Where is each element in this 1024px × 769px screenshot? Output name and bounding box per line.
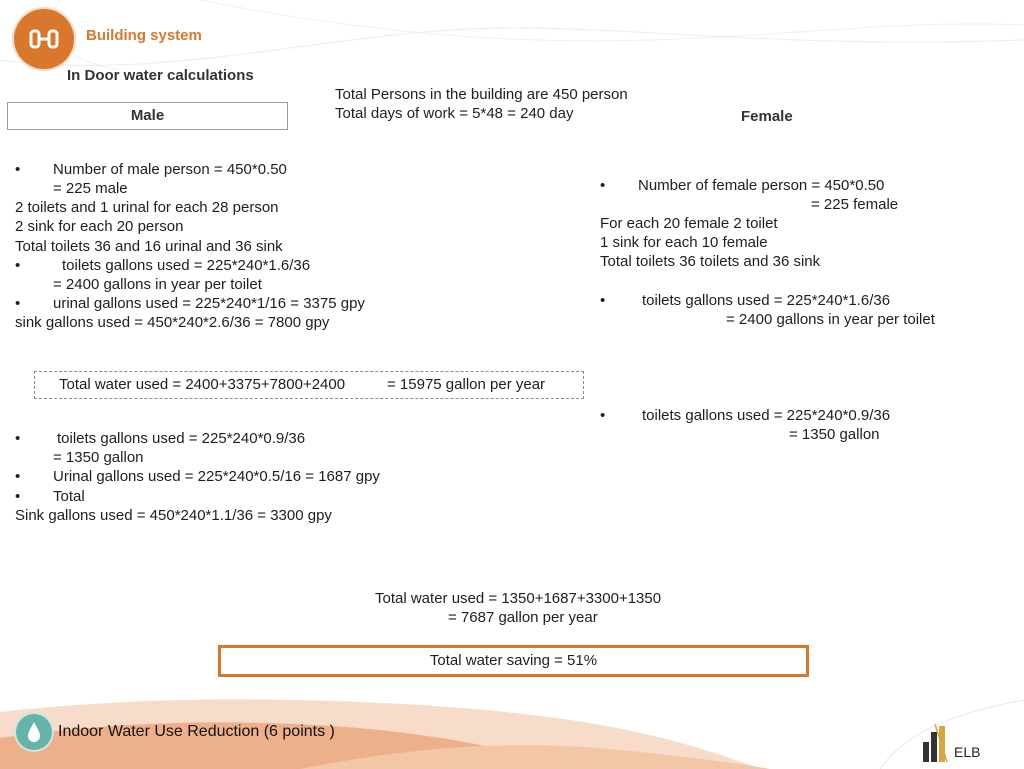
female-sink-ratio: 1 sink for each 10 female xyxy=(600,234,768,251)
male-toilet-gallons: toilets gallons used = 225*240*1.6/36 xyxy=(62,257,311,274)
female-toilet-ratio: For each 20 female 2 toilet xyxy=(600,215,778,232)
male-sink-ratio: 2 sink for each 20 person xyxy=(15,218,184,235)
reduced-toilet-result: = 1350 gallon xyxy=(53,449,144,466)
reduced-toilet-gallons: toilets gallons used = 225*240*0.9/36 xyxy=(57,430,306,447)
male-sink-gallons: sink gallons used = 450*240*2.6/36 = 7800 gpy xyxy=(15,314,330,331)
female-count-result: = 225 female xyxy=(811,196,899,213)
reduced-total-formula: Total water used = 1350+1687+3300+1350 xyxy=(375,590,662,607)
bullet: • xyxy=(15,295,21,312)
reduced-sink-gallons: Sink gallons used = 450*240*1.1/36 = 3300 gpy xyxy=(15,507,332,524)
female-toilet-gallons: toilets gallons used = 225*240*1.6/36 xyxy=(642,292,891,309)
summary-persons: Total Persons in the building are 450 person xyxy=(335,86,628,103)
water-drop-icon xyxy=(16,714,52,750)
female-toilet-gallons-result: = 2400 gallons in year per toilet xyxy=(726,311,935,328)
building-system-logo xyxy=(14,9,74,69)
bullet: • xyxy=(15,488,21,505)
female-reduced-toilet-result: = 1350 gallon xyxy=(789,426,880,443)
female-label: Female xyxy=(741,108,793,125)
reduced-total-label: Total xyxy=(53,488,85,505)
baseline-total-box xyxy=(34,371,584,399)
bullet: • xyxy=(15,161,21,178)
male-urinal-gallons: urinal gallons used = 225*240*1/16 = 3375 gpy xyxy=(53,295,365,312)
page-heading: In Door water calculations xyxy=(67,67,254,84)
footer-credit-label: Indoor Water Use Reduction (6 points ) xyxy=(58,723,335,740)
reduced-urinal-gallons: Urinal gallons used = 225*240*0.5/16 = 1687 gpy xyxy=(53,468,380,485)
bullet: • xyxy=(600,407,606,424)
bullet: • xyxy=(15,430,21,447)
water-drop-badge xyxy=(16,714,52,750)
baseline-total-result: = 15975 gallon per year xyxy=(387,376,546,393)
baseline-total-formula: Total water used = 2400+3375+7800+2400 xyxy=(59,376,346,393)
elb-building-logo-icon xyxy=(921,722,951,764)
summary-days: Total days of work = 5*48 = 240 day xyxy=(335,105,574,122)
bullet: • xyxy=(600,177,606,194)
reduced-total-result: = 7687 gallon per year xyxy=(448,609,598,626)
female-reduced-toilet-gallons: toilets gallons used = 225*240*0.9/36 xyxy=(642,407,891,424)
female-fixture-totals: Total toilets 36 toilets and 36 sink xyxy=(600,253,821,270)
pipe-fitting-icon xyxy=(14,9,74,69)
male-label-box: Male xyxy=(7,102,288,130)
male-count: Number of male person = 450*0.50 xyxy=(53,161,287,178)
male-toilet-gallons-result: = 2400 gallons in year per toilet xyxy=(53,276,262,293)
female-count: Number of female person = 450*0.50 xyxy=(638,177,885,194)
bullet: • xyxy=(600,292,606,309)
elb-logo-text: ELB xyxy=(954,744,981,760)
male-toilet-ratio: 2 toilets and 1 urinal for each 28 person xyxy=(15,199,279,216)
bullet: • xyxy=(15,257,21,274)
brand-title: Building system xyxy=(86,27,202,44)
male-fixture-totals: Total toilets 36 and 16 urinal and 36 sink xyxy=(15,238,283,255)
bullet: • xyxy=(15,468,21,485)
water-saving-box: Total water saving = 51% xyxy=(218,645,809,677)
male-count-result: = 225 male xyxy=(53,180,128,197)
